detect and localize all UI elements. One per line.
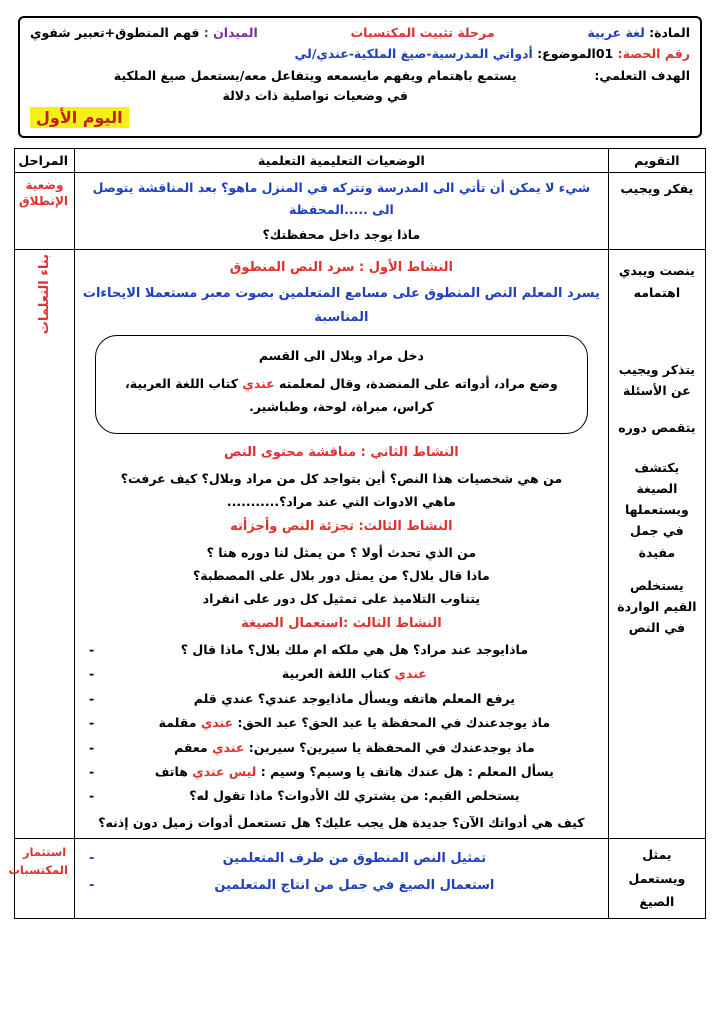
story-line-1: دخل مراد وبلال الى القسم xyxy=(258,347,424,363)
content-cell-row1 xyxy=(75,172,609,250)
column-header-taqwim: التقويم xyxy=(608,148,705,172)
item-text: ماذ يوجدعندك في المحفظة يا سيرين؟ سيرين: xyxy=(248,739,535,755)
item-text-post: معقم xyxy=(174,739,208,755)
activity1-body: يسرد المعلم النص المنطوق على مسامع المتعلمين بصوت معبر مستعملا الايحاءات المناسبة xyxy=(82,286,600,325)
keyword-laysa-andi: ليس عندي xyxy=(192,763,257,779)
goal-label: الهدف التعلمي: xyxy=(594,67,690,83)
stage-label-row2: بناء التعلمات xyxy=(37,254,52,335)
keyword-andi: عندي xyxy=(394,666,427,682)
keyword-andi: عندي xyxy=(212,739,245,755)
subject-field xyxy=(587,24,690,43)
column-header-marahil: المراحل xyxy=(15,148,75,172)
stage-label-row1: وضعية الإنطلاق xyxy=(18,177,68,209)
taqwim-cell-row1: يفكر ويجيب xyxy=(608,172,705,250)
keyword-andi: عندي xyxy=(242,375,275,391)
session-field xyxy=(596,45,690,64)
session-value: 01 xyxy=(595,45,614,61)
list-item xyxy=(81,638,602,662)
phase-value: مرحلة تثبيت المكتسبات xyxy=(350,25,495,40)
item-text: استعمال الصيغ في جمل من انتاج المتعلمين xyxy=(214,878,495,894)
header-row-2 xyxy=(30,45,690,64)
story-line-2-post: كتاب اللغة العربية، كراس، مبراة، لوحة، وطباشير. xyxy=(125,375,434,415)
stage-label-row3: استثمار المكتسبات xyxy=(8,844,68,878)
content-cell-row2 xyxy=(75,250,609,838)
list-item xyxy=(81,872,602,899)
taqwim-cell-row3: يمثل ويستعمل الصيغ xyxy=(608,838,705,918)
taqwim-item: يتذكر ويجيب عن الأسئلة xyxy=(618,361,695,399)
activity3-line-1: من الذي تحدث أولا ؟ من يمثل لنا دوره هنا ؟ xyxy=(206,544,477,560)
goal-text xyxy=(30,66,594,106)
list-item xyxy=(81,845,602,872)
header-box xyxy=(18,16,702,138)
topic-field xyxy=(30,45,596,64)
list-item xyxy=(81,711,602,735)
activity2-line-2: ماهي الادوات التي عند مراد؟........... xyxy=(226,494,456,510)
stage-cell-row1 xyxy=(15,172,75,250)
activity1-title: النشاط الأول : سرد النص المنطوق xyxy=(229,260,454,276)
day-badge-row xyxy=(30,107,690,128)
activity3-line-2: ماذا قال بلال؟ من يمثل دور بلال على المصطبة؟ xyxy=(193,568,490,584)
activity3-line-3: يتناوب التلاميذ على تمثيل كل دور على انفراد xyxy=(202,591,481,607)
story-text-box xyxy=(95,335,588,434)
item-text: يرفع المعلم هاتفه ويسأل ماذايوجد عندي؟ عندي قلم xyxy=(193,690,515,706)
taqwim-item: يتقمص دوره xyxy=(618,420,696,436)
taqwim-item: يستخلص القيم الواردة في النص xyxy=(617,577,697,636)
story-line-2-pre: وضع مراد، أدواته على المنضدة، وقال لمعلمته xyxy=(279,375,558,391)
session-label: رقم الحصة: xyxy=(617,45,690,61)
intro-question: ماذا يوجد داخل محفظتك؟ xyxy=(262,226,421,242)
list-item xyxy=(81,784,602,808)
list-item xyxy=(81,736,602,760)
stage-cell-row2 xyxy=(15,250,75,838)
table-row xyxy=(15,838,706,918)
item-text: ماذ يوجدعندك في المحفظة يا عبد الحق؟ عبد الحق: xyxy=(237,715,551,731)
keyword-andi: عندي xyxy=(200,715,234,731)
lesson-table xyxy=(8,148,706,920)
field-label: الميدان : xyxy=(203,25,258,40)
activity2-title: النشاط الثاني : مناقشة محتوى النص xyxy=(224,445,459,461)
field-value: فهم المنطوق+تعبير شفوي xyxy=(30,25,200,40)
activity4-title: النشاط الثالث :استعمال الصيغة xyxy=(241,616,442,632)
list-item xyxy=(81,687,602,711)
day-badge: اليوم الأول xyxy=(30,107,129,128)
table-row xyxy=(15,172,706,250)
list-item xyxy=(81,662,602,686)
stage-cell-row3 xyxy=(8,838,75,918)
item-text-post: مقلمة xyxy=(158,715,197,731)
item-text: يستخلص القيم: من يشتري لك الأدوات؟ ماذا تقول له؟ xyxy=(189,788,520,804)
story-line-2 xyxy=(110,372,573,420)
taqwim-item: يكتشف الصيغة ويستعملها في جمل مفيدة xyxy=(624,459,689,560)
goal-line-1: يستمع باهتمام ويفهم مايسمعه ويتفاعل معه/يستعمل صيغ الملكية xyxy=(113,67,517,83)
phase-field xyxy=(351,24,495,43)
header-row-1 xyxy=(30,24,690,43)
taqwim-item: ينصت ويبدي اهتمامه xyxy=(618,263,695,300)
column-header-wadiat: الوضعيات التعليمية التعلمية xyxy=(75,148,609,172)
item-text: كتاب اللغة العربية xyxy=(281,666,391,682)
activity4-list xyxy=(81,638,602,809)
item-text: يسأل المعلم : هل عندك هاتف يا وسيم؟ وسيم : xyxy=(260,763,554,779)
activity3-title: النشاط الثالث: تجزئة النص وأجزأته xyxy=(230,519,453,535)
goal-row xyxy=(30,66,690,106)
activity2-line-1: من هي شخصيات هذا النص؟ أين يتواجد كل من مراد وبلال؟ كيف عرفت؟ xyxy=(120,470,563,486)
table-header-row xyxy=(15,148,706,172)
subject-label: المادة: xyxy=(649,25,690,40)
topic-value: أدواتي المدرسية-صيغ الملكية-عندي/لي xyxy=(294,45,533,61)
item-text-post: هاتف xyxy=(154,763,188,779)
item-text: ماذايوجد عند مراد؟ هل هي ملكه ام ملك بلال؟ ماذا قال ؟ xyxy=(180,642,528,658)
field-field xyxy=(30,24,258,43)
topic-label: الموضوع: xyxy=(537,45,596,61)
list-item xyxy=(81,760,602,784)
content-cell-row3 xyxy=(75,838,609,918)
subject-value: لغة عربية xyxy=(587,25,645,40)
goal-line-2: في وضعيات تواصلية ذات دلالة xyxy=(222,87,408,103)
item-text: تمثيل النص المنطوق من طرف المتعلمين xyxy=(222,850,487,866)
intro-text: شيء لا يمكن أن تأتي الى المدرسة وتتركه في المنزل ماهو؟ بعد المناقشة يتوصل الى .....المحفظة xyxy=(92,179,591,217)
taqwim-cell-row2 xyxy=(608,250,705,838)
table-row xyxy=(15,250,706,838)
investment-list xyxy=(81,845,602,900)
activity4-closing: كيف هي أدواتك الآن؟ جديدة هل يجب عليك؟ هل تستعمل أدوات زميل دون إذنه؟ xyxy=(98,814,585,830)
